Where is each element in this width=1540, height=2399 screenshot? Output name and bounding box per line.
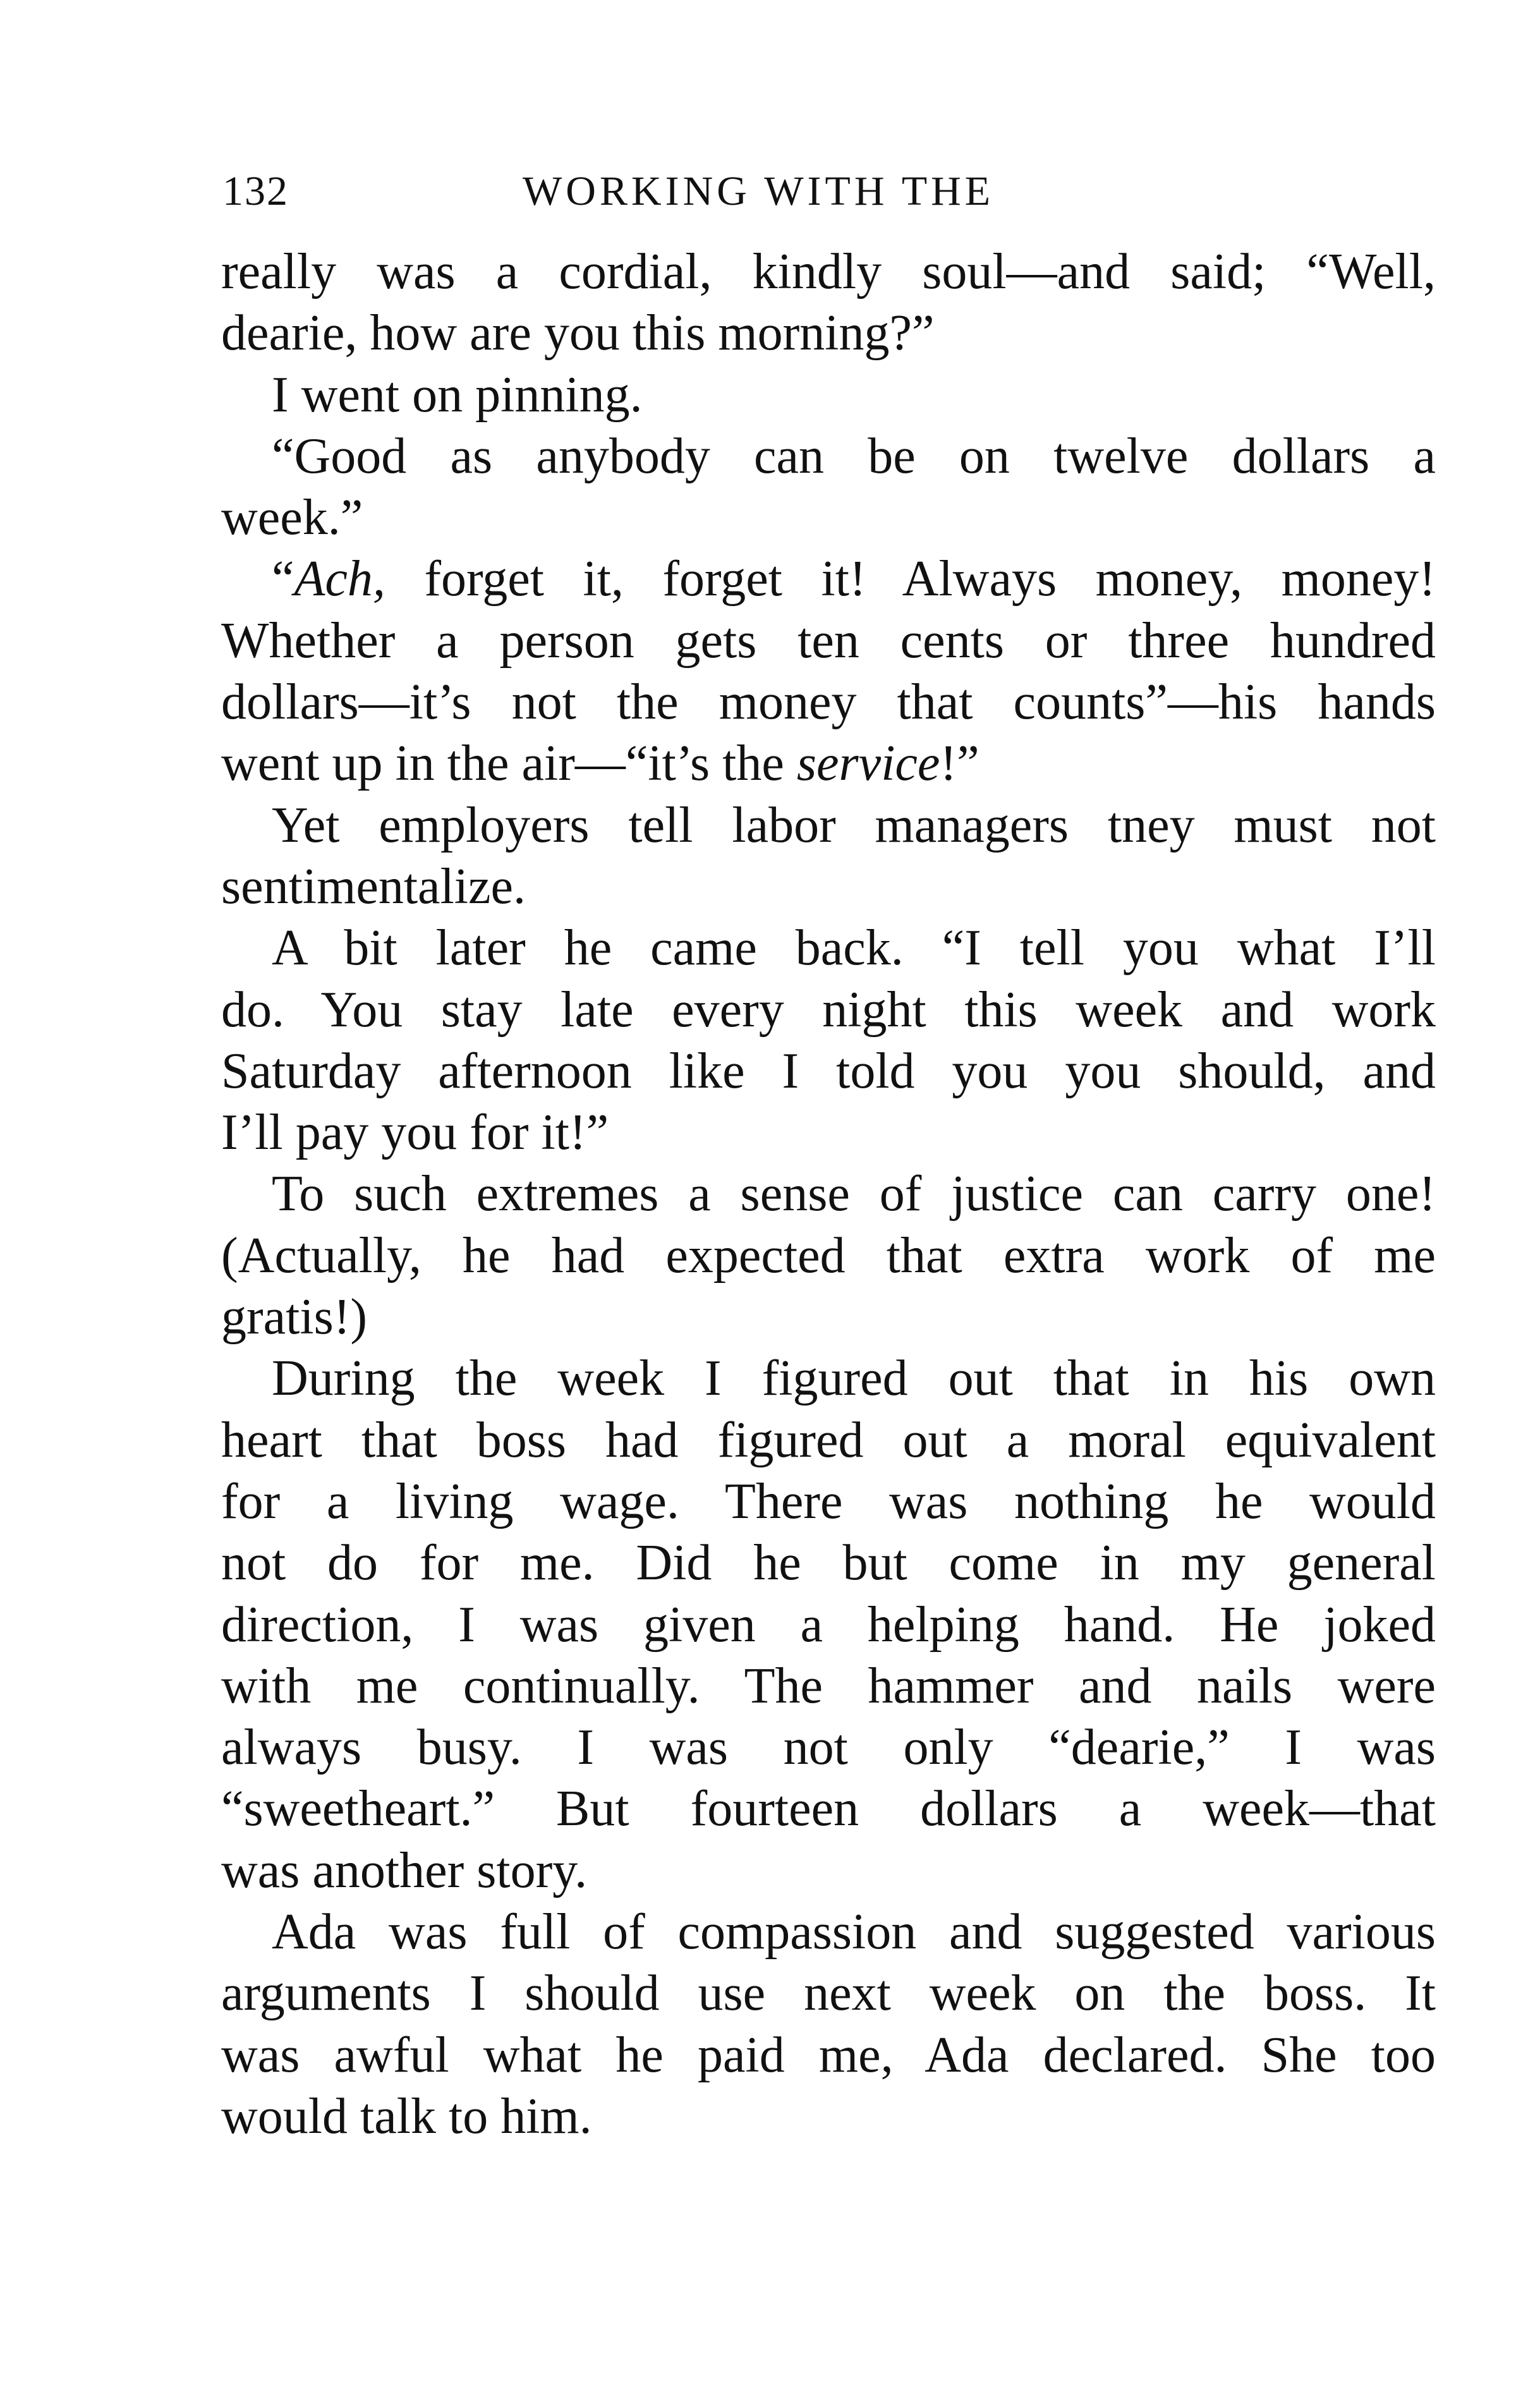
italic-text: Ach, [294,551,385,607]
text-line: Whether a person gets ten cents or three hundred [221,612,1436,669]
text-line: was another story. [221,1842,588,1898]
text-line: for a living wage. There was nothing he would [221,1473,1436,1529]
body-text [221,241,1436,2147]
text-line: do. You stay late every night this week and work [221,981,1436,1038]
text-line: “sweetheart.” But fourteen dollars a week—that [221,1781,1436,1837]
text-line: During the week I figured out that in his own [272,1351,1436,1407]
text-line: Ada was full of compassion and suggested various [272,1904,1436,1960]
text-line: Yet employers tell labor managers tney must not [272,797,1436,853]
text-run: forget it, forget it! Always money, money! [385,551,1436,607]
text-line: A bit later he came back. “I tell you what I’ll [272,920,1436,976]
page-header [222,163,1094,220]
italic-text: service [796,736,940,792]
text-line: dollars—it’s not the money that counts”—his hands [221,674,1436,731]
text-run: went up in the air—“it’s the [221,736,797,792]
text-line: (Actually, he had expected that extra work of me [221,1227,1436,1284]
text-line: gratis!) [221,1289,368,1345]
text-line: was awful what he paid me, Ada declared. She too [221,2027,1436,2083]
page-number: 132 [222,168,289,214]
text-line: not do for me. Did he but come in my general [221,1535,1436,1591]
text-line: heart that boss had figured out a moral equivalent [221,1412,1436,1468]
text-line: direction, I was given a helping hand. He joked [221,1596,1436,1653]
text-line: I’ll pay you for it!” [221,1105,609,1161]
text-line: I went on pinning. [272,367,643,423]
text-line: with me continually. The hammer and nails were [221,1658,1436,1714]
text-run: !” [940,736,979,792]
text-line: arguments I should use next week on the boss. It [221,1965,1436,2022]
text-line: “Good as anybody can be on twelve dollars a [272,428,1436,484]
text-line [221,549,1436,610]
text-line: would talk to him. [221,2088,592,2144]
text-line: To such extremes a sense of justice can carry one! [272,1166,1436,1222]
text-run: “ [272,551,294,607]
text-line: sentimentalize. [221,858,526,914]
text-line: Saturday afternoon like I told you you should, and [221,1043,1436,1099]
running-head: WORKING WITH THE [523,168,995,214]
text-line: always busy. I was not only “dearie,” I was [221,1720,1436,1776]
text-line [221,733,1436,794]
text-line: really was a cordial, kindly soul—and said; “Well, [221,244,1436,300]
text-line: dearie, how are you this morning?” [221,305,935,361]
text-line: week.” [221,490,363,546]
